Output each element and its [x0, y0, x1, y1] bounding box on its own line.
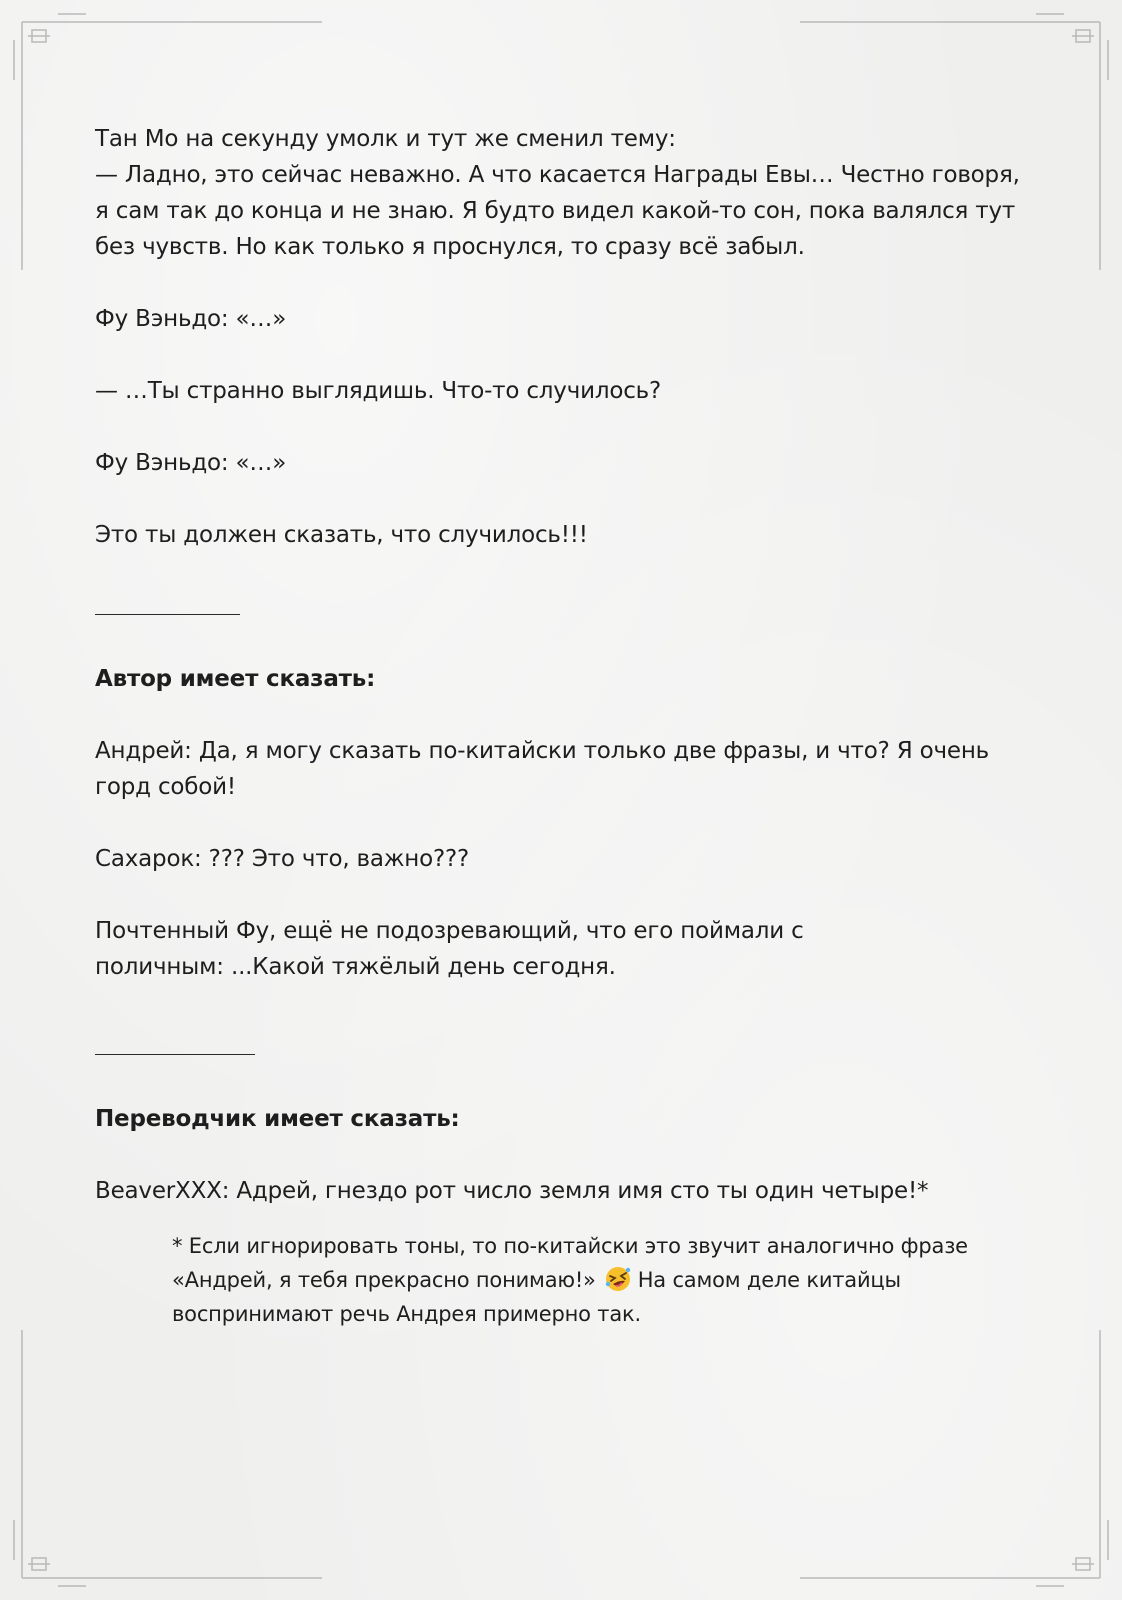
document-body — [95, 121, 1025, 1331]
paragraph-fu-silence-1: Фу Вэньдо: «…» — [95, 306, 287, 332]
author-note-sakharok: Сахарок: ??? Это что, важно??? — [95, 846, 470, 872]
paragraph-question: — …Ты странно выглядишь. Что-то случилось? — [95, 378, 662, 404]
rolling-on-floor-laughing-icon — [604, 1265, 632, 1293]
author-notes-heading: Автор имеет сказать: — [95, 666, 376, 692]
footnote-text-end: На самом деле китайцы воспринимают речь Андрея примерно так. — [172, 1268, 908, 1326]
paragraph-exclamation: Это ты должен сказать, что случилось!!! — [95, 522, 588, 548]
translator-note-beaver: BeaverXXX: Адрей, гнездо рот число земля имя сто ты один четыре!* — [95, 1178, 929, 1204]
paragraph-reward-dialogue: — Ладно, это сейчас неважно. А что касается Награды Евы… Честно говоря, я сам так до конца и не знаю. Я будто видел какой-то сон, пока валялся тут без чувств. Но как только я проснулся, то сразу всё забыл. — [95, 162, 1027, 260]
translator-footnote — [172, 1229, 992, 1331]
section-divider-translator — [95, 1029, 1025, 1065]
footnote-text-start: * Если игнорировать тоны, то по-китайски это звучит аналогично фразе «Андрей, я тебя прекрасно понимаю!» — [172, 1234, 975, 1292]
author-note-andrey: Андрей: Да, я могу сказать по-китайски только две фразы, и что? Я очень горд собой! — [95, 738, 997, 800]
translator-notes-heading: Переводчик имеет сказать: — [95, 1106, 460, 1132]
author-note-fu: Почтенный Фу, ещё не подозревающий, что его поймали с поличным: ...Какой тяжёлый день сегодня. — [95, 918, 811, 980]
paragraph-topic-change: Тан Мо на секунду умолк и тут же сменил тему: — [95, 126, 676, 152]
paragraph-fu-silence-2: Фу Вэньдо: «…» — [95, 450, 287, 476]
section-divider-author — [95, 589, 1025, 625]
